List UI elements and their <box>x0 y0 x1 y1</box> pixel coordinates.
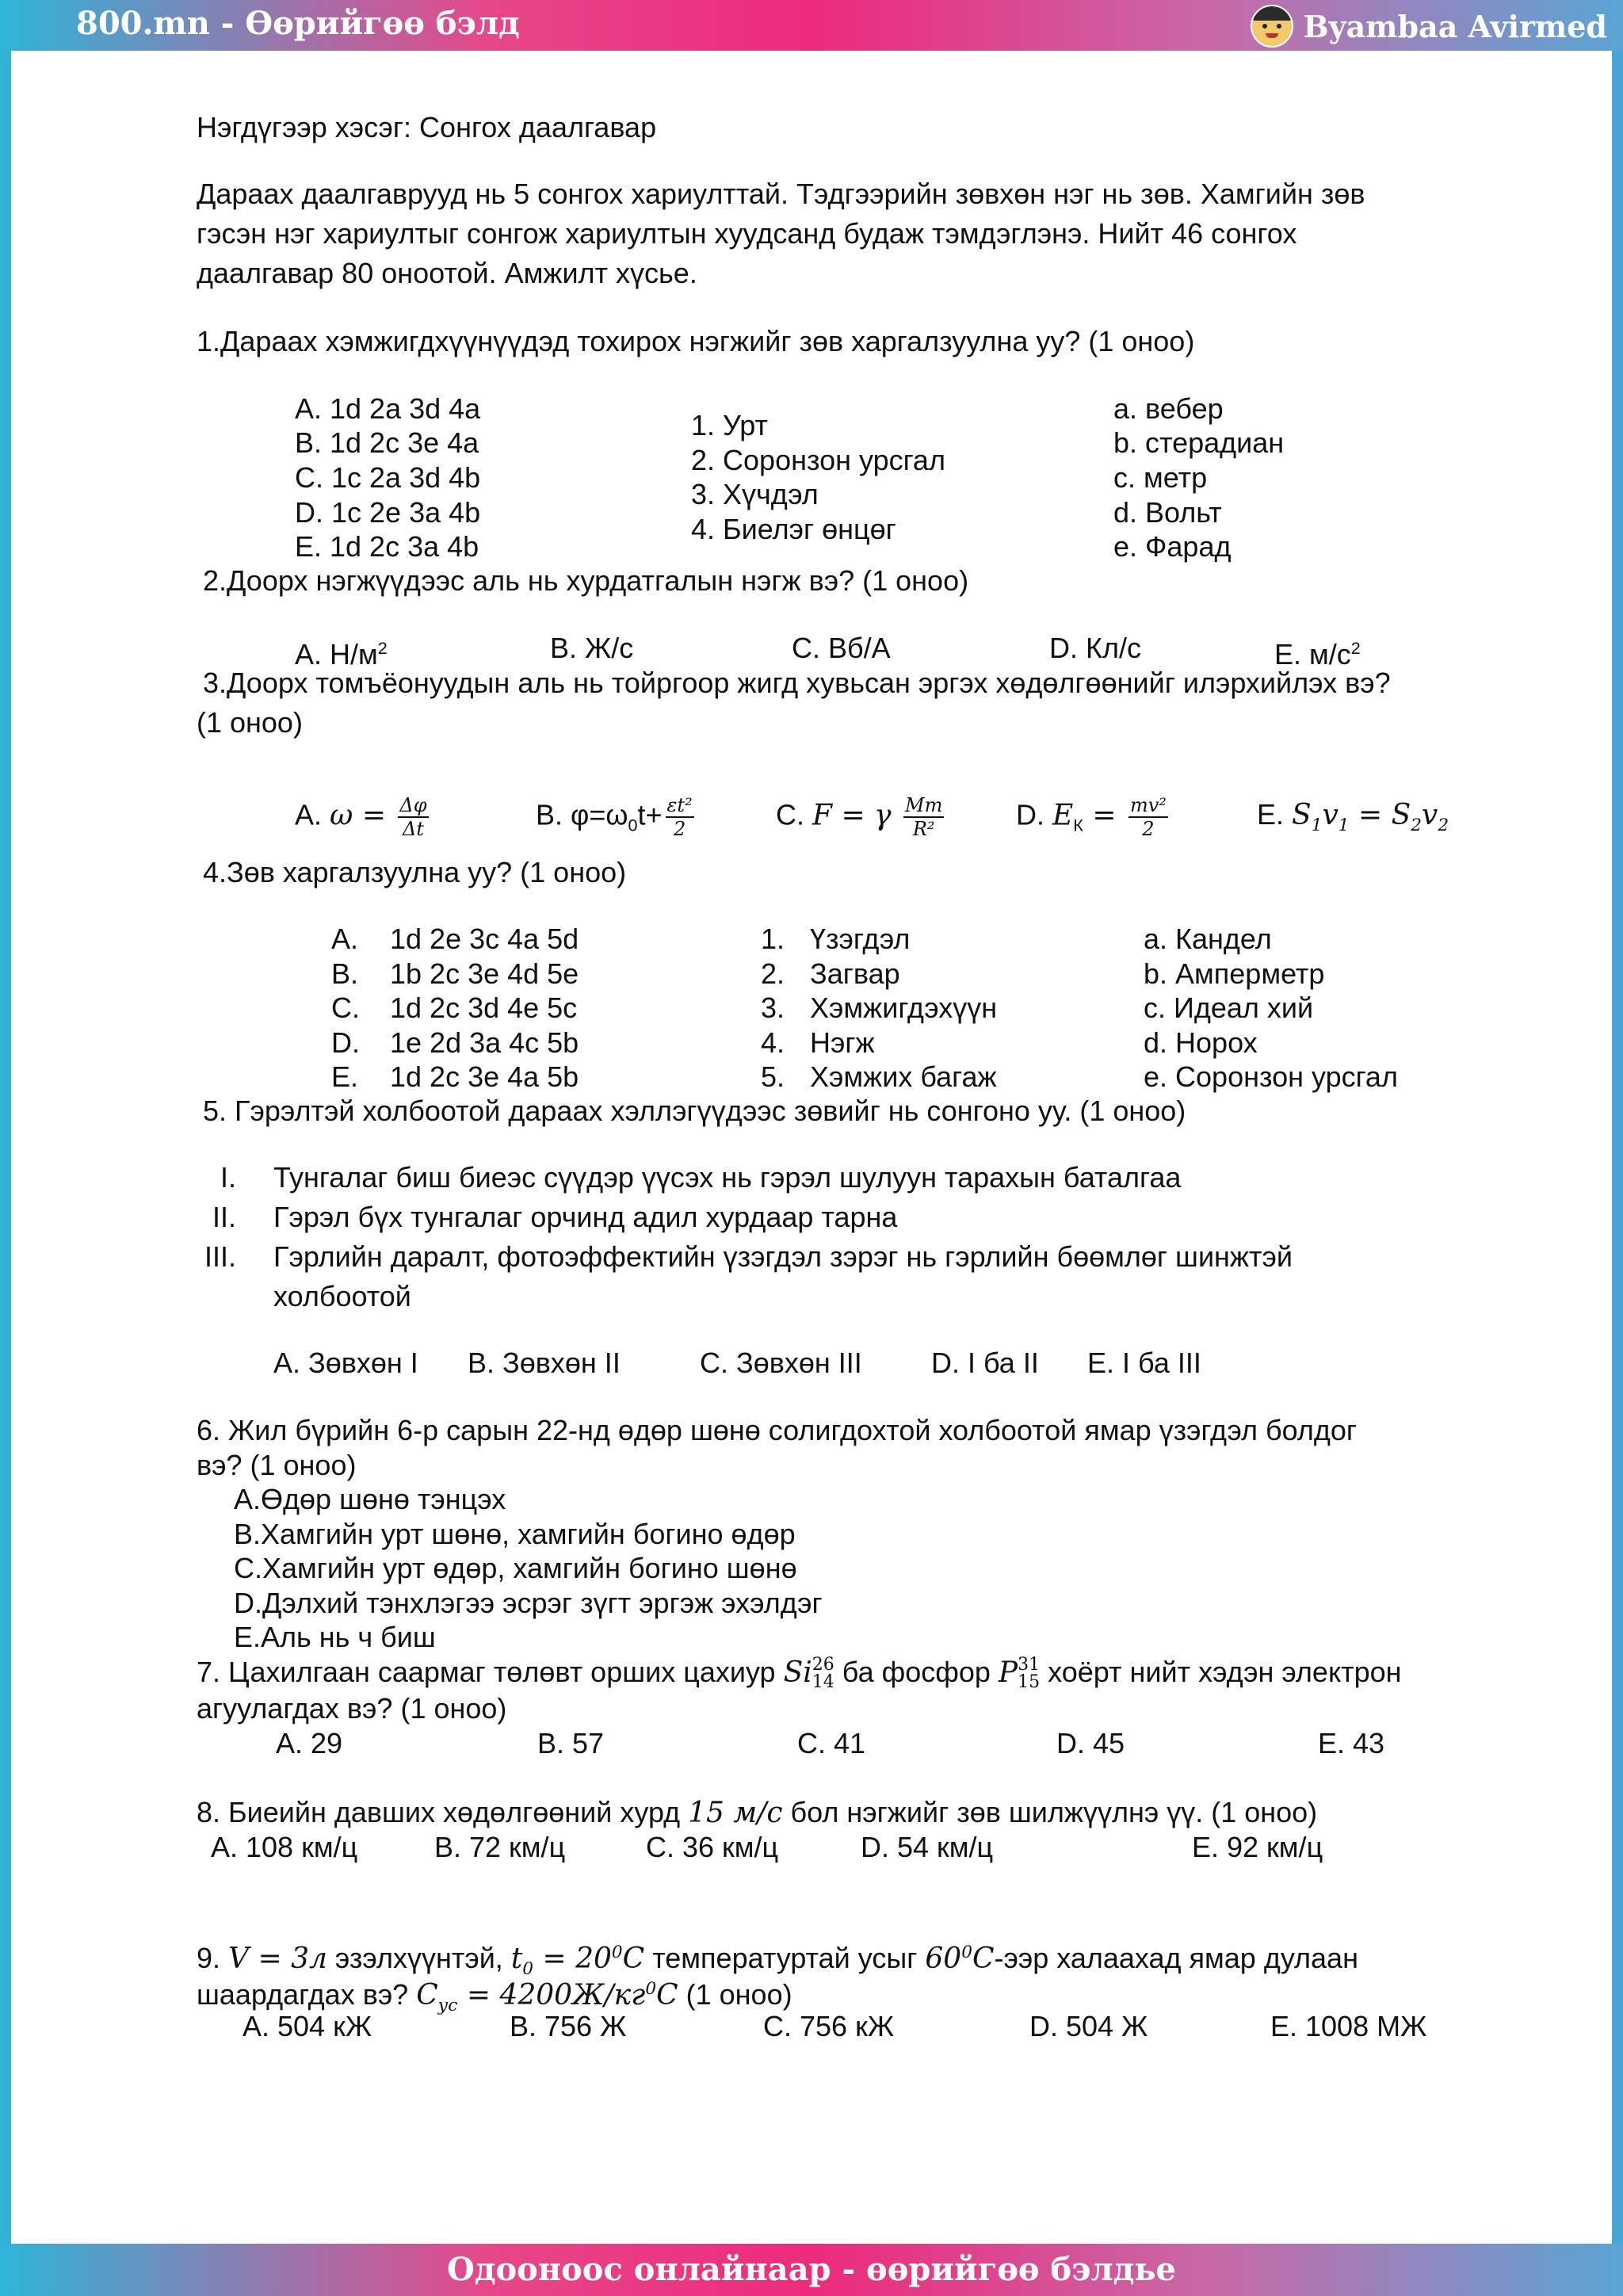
q3-option-e[interactable]: E. $S_1v_1 = S_2v_2$ <box>1257 798 1449 836</box>
q3-option-c[interactable]: C. F = γ $\frac{Mm}{\text{R²}}$ <box>776 794 943 840</box>
q7-option-c[interactable]: C. 41 <box>797 1727 866 1759</box>
q5-option-b[interactable]: B. Зөвхөн II <box>468 1347 621 1379</box>
q4-item: 5. Хэмжих багаж <box>761 1060 997 1093</box>
q1-unit: a. вебер <box>1113 392 1224 425</box>
q2-option-b[interactable]: B. Ж/с <box>550 632 634 664</box>
q7-option-d[interactable]: D. 45 <box>1056 1727 1125 1759</box>
q5-option-c[interactable]: C. Зөвхөн III <box>700 1347 862 1379</box>
q5-text: 5. Гэрэлтэй холбоотой дараах хэллэгүүдээс зөвийг нь сонгоно уу. (1 оноо) <box>203 1095 1186 1127</box>
q4-term: b. Амперметр <box>1144 957 1325 990</box>
q7-text-line-2: агуулагдах вэ? (1 оноо) <box>197 1692 507 1725</box>
q6-option[interactable]: E.Аль нь ч биш <box>234 1621 436 1653</box>
q6-option[interactable]: B.Хамгийн урт шөнө, хамгийн богино өдөр <box>234 1518 796 1550</box>
q3-option-b[interactable]: B. $\varphi=\omega_0t+$ $\frac{\text{εt²}}{2}$ <box>536 794 693 840</box>
q4-term: d. Норох <box>1144 1026 1258 1059</box>
q6-text-line-2: вэ? (1 оноо) <box>197 1449 357 1481</box>
q9-option-d[interactable]: D. 504 Ж <box>1029 2010 1148 2042</box>
q1-unit: d. Вольт <box>1113 496 1222 529</box>
q1-text: 1.Дараах хэмжигдхүүнүүдэд тохирох нэгжийг зөв харгалзуулна уу? (1 оноо) <box>197 325 1195 357</box>
q5-statement: Тунгалаг биш биеэс сүүдэр үүсэх нь гэрэл шулуун тарахын баталгаа <box>273 1161 1182 1194</box>
q1-item: 2. Соронзон урсгал <box>691 444 945 476</box>
site-title[interactable]: 800.mn - Өөрийгөө бэлд <box>76 5 520 42</box>
q5-option-e[interactable]: E. I ба III <box>1087 1347 1201 1379</box>
exam-page <box>11 51 1612 2244</box>
q8-option-a[interactable]: A. 108 км/ц <box>211 1831 358 1863</box>
q4-term: a. Кандел <box>1144 923 1272 955</box>
q5-option-a[interactable]: A. Зөвхөн I <box>273 1347 418 1379</box>
author-badge[interactable] <box>1251 5 1607 48</box>
q8-option-d[interactable]: D. 54 км/ц <box>861 1831 994 1863</box>
q1-option[interactable]: B. 1d 2c 3e 4a <box>295 426 479 459</box>
q1-option[interactable]: E. 1d 2c 3a 4b <box>295 530 479 563</box>
q4-text: 4.Зөв харгалзуулна уу? (1 оноо) <box>203 856 627 888</box>
q1-item: 3. Хүчдэл <box>691 478 819 510</box>
q5-statement-number: II. <box>212 1201 236 1233</box>
q1-item: 1. Урт <box>691 409 768 441</box>
q4-item: 1. Үзэгдэл <box>761 923 911 955</box>
q9-option-e[interactable]: E. 1008 МЖ <box>1270 2010 1427 2042</box>
q7-option-b[interactable]: B. 57 <box>537 1727 605 1759</box>
q5-statement: Гэрлийн даралт, фотоэффектийн үзэгдэл зэрэг нь гэрлийн бөөмлөг шинжтэй <box>273 1240 1293 1273</box>
q7-option-a[interactable]: A. 29 <box>276 1727 343 1759</box>
q4-option[interactable]: C. 1d 2c 3d 4e 5c <box>331 991 578 1024</box>
avatar-icon <box>1251 5 1293 48</box>
q3-text-line-2: (1 оноо) <box>197 706 303 739</box>
q5-statement-number: III. <box>204 1240 236 1273</box>
q1-unit: b. стерадиан <box>1113 426 1285 459</box>
q5-statement-continued: холбоотой <box>273 1280 411 1312</box>
q8-option-c[interactable]: C. 36 км/ц <box>646 1831 779 1863</box>
q9-option-c[interactable]: C. 756 кЖ <box>763 2010 895 2042</box>
intro-line-2: гэсэн нэг хариултыг сонгож хариултын хуудсанд будаж тэмдэглэнэ. Нийт 46 сонгох <box>197 217 1297 250</box>
q4-option[interactable]: E. 1d 2c 3e 4a 5b <box>331 1060 579 1093</box>
q4-option[interactable]: D. 1e 2d 3a 4c 5b <box>331 1026 579 1059</box>
q3-option-d[interactable]: D. $E_К$ = $\frac{\text{mv²}}{2}$ <box>1016 794 1167 840</box>
top-banner <box>0 0 1623 51</box>
q1-option[interactable]: D. 1c 2e 3a 4b <box>295 496 481 529</box>
q2-option-e[interactable]: E. $м/с^2$ <box>1274 638 1361 670</box>
intro-line-3: даалгавар 80 оноотой. Амжилт хүсье. <box>197 257 697 289</box>
author-name: Byambaa Avirmed <box>1303 8 1607 44</box>
q9-option-b[interactable]: B. 756 Ж <box>510 2010 627 2042</box>
q5-statement: Гэрэл бүх тунгалаг орчинд адил хурдаар тарна <box>273 1201 898 1233</box>
q3-text-line-1: 3.Доорх томъёонуудын аль нь тойргоор жигд хувьсан эргэх хөдөлгөөнийг илэрхийлэх вэ? <box>203 667 1391 699</box>
q6-text-line-1: 6. Жил бүрийн 6-р сарын 22-нд өдөр шөнө солигдохтой холбоотой ямар үзэгдэл болдог <box>197 1414 1358 1446</box>
q9-text-line-2: шаардагдах вэ? $C_{ус} = 4200Ж/кг^0C$ (1 оноо) <box>197 1978 792 2016</box>
intro-line-1: Дараах даалгаврууд нь 5 сонгох хариулттай. Тэдгээрийн зөвхөн нэг нь зөв. Хамгийн зөв <box>197 178 1365 210</box>
q6-option[interactable]: D.Дэлхий тэнхлэгээ эсрэг зүгт эргэж эхэлдэг <box>234 1587 823 1619</box>
q7-option-e[interactable]: E. 43 <box>1318 1727 1385 1759</box>
footer-slogan[interactable]: Одооноос онлайнаар - өөрийгөө бэлдье <box>446 2251 1177 2288</box>
q9-option-a[interactable]: A. 504 кЖ <box>242 2010 372 2042</box>
q2-option-a[interactable]: A. $Н/м^2$ <box>295 638 388 670</box>
q8-option-e[interactable]: E. 92 км/ц <box>1192 1831 1323 1863</box>
q4-item: 4. Нэгж <box>761 1026 875 1059</box>
q1-item: 4. Биелэг өнцөг <box>691 513 896 545</box>
q1-option[interactable]: C. 1c 2a 3d 4b <box>295 461 481 494</box>
q6-option[interactable]: A.Өдөр шөнө тэнцэх <box>234 1483 506 1515</box>
q4-item: 2. Загвар <box>761 957 900 990</box>
q4-item: 3. Хэмжигдэхүүн <box>761 991 998 1024</box>
q2-text: 2.Доорх нэгжүүдээс аль нь хурдатгалын нэгж вэ? (1 оноо) <box>203 564 969 597</box>
q3-option-a[interactable]: A. ω = $\frac{\Delta\varphi}{\Delta t}$ <box>295 794 427 840</box>
q1-option[interactable]: A. 1d 2a 3d 4a <box>295 392 481 425</box>
q8-text: 8. Биеийн давших хөдөлгөөний хурд 15 м/с бол нэгжийг зөв шилжүүлнэ үү. (1 оноо) <box>197 1796 1318 1829</box>
q2-option-d[interactable]: D. Кл/с <box>1049 632 1141 664</box>
q7-text-line-1: 7. Цахилгаан саармаг төлөвт орших цахиур Si 26 14 ба фосфор P 31 15 хоёрт нийт хэдэн электрон <box>197 1655 1402 1693</box>
q1-unit: e. Фарад <box>1113 530 1232 563</box>
q2-option-c[interactable]: C. Вб/А <box>792 632 891 664</box>
q5-option-d[interactable]: D. I ба II <box>931 1347 1039 1379</box>
q4-term: c. Идеал хий <box>1144 991 1314 1024</box>
q8-option-b[interactable]: B. 72 км/ц <box>434 1831 566 1863</box>
q1-unit: c. метр <box>1113 461 1208 494</box>
q4-option[interactable]: B. 1b 2c 3e 4d 5e <box>331 957 579 990</box>
section-title: Нэгдүгээр хэсэг: Сонгох даалгавар <box>197 111 657 143</box>
q6-option[interactable]: C.Хамгийн урт өдөр, хамгийн богино шөнө <box>234 1552 797 1584</box>
q5-statement-number: I. <box>220 1161 236 1194</box>
q4-term: e. Соронзон урсгал <box>1144 1060 1398 1093</box>
q4-option[interactable]: A. 1d 2e 3c 4a 5d <box>331 923 579 955</box>
bottom-banner <box>0 2244 1623 2296</box>
q9-text-line-1: 9. V = 3л эзэлхүүнтэй, $t_0 = 20^0C$ температуртай усыг $60^0C$-ээр халаахад ямар дулаан <box>197 1942 1358 1980</box>
